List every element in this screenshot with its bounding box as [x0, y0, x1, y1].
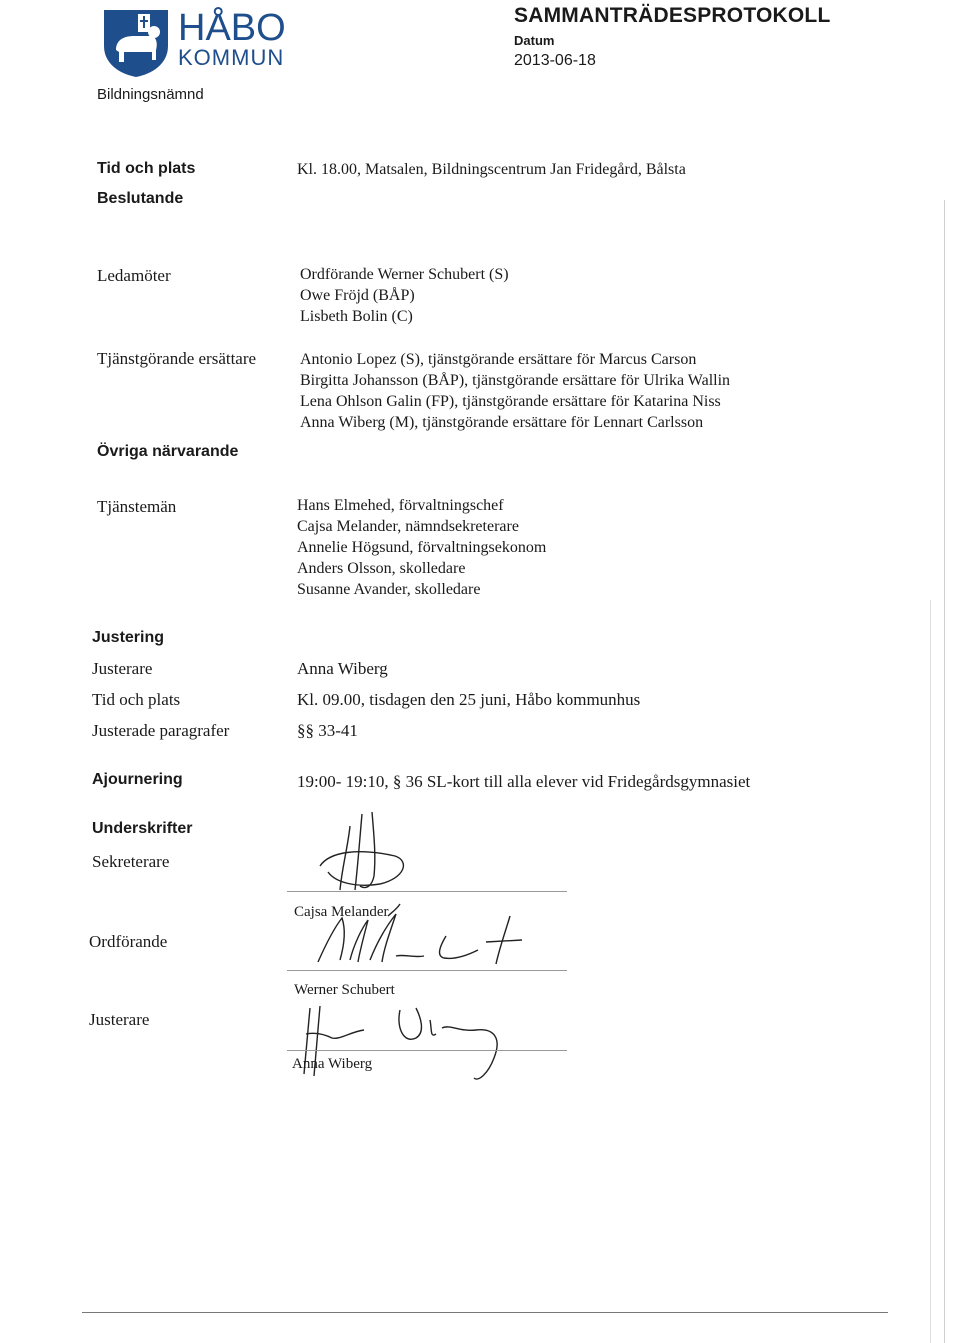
members-list	[300, 264, 509, 327]
time-place-label: Tid och plats	[97, 160, 196, 177]
officials-list	[297, 495, 546, 600]
logo-text-kommun: KOMMUN	[178, 45, 285, 70]
adjuster-name: Anna Wiberg	[292, 1056, 373, 1072]
member-item: Lisbeth Bolin (C)	[300, 308, 413, 325]
signatures-heading: Underskrifter	[92, 820, 193, 837]
chair-signature-line	[287, 970, 567, 971]
official-item: Annelie Högsund, förvaltningsekonom	[297, 539, 547, 556]
adjournment-label: Ajournering	[92, 771, 183, 788]
footer-rule	[82, 1312, 888, 1313]
member-item: Ordförande Werner Schubert (S)	[300, 266, 509, 283]
adjusted-paragraphs-label: Justerade paragrafer	[92, 721, 230, 740]
page-edge-line	[944, 200, 945, 1343]
department-name: Bildningsnämnd	[97, 86, 204, 103]
chair-signature	[300, 900, 540, 970]
adjournment-value: 19:00- 19:10, § 36 SL-kort till alla elever vid Fridegårdsgymnasiet	[297, 772, 751, 791]
page-edge-line	[930, 600, 931, 1343]
adjustment-time-place-value: Kl. 09.00, tisdagen den 25 juni, Håbo kommunhus	[297, 690, 641, 709]
substitute-item: Birgitta Johansson (BÅP), tjänstgörande ersättare för Ulrika Wallin	[300, 372, 731, 389]
adjuster-signature-label: Justerare	[89, 1010, 150, 1029]
date-value: 2013-06-18	[514, 52, 596, 69]
substitute-item: Antonio Lopez (S), tjänstgörande ersättare för Marcus Carson	[300, 351, 697, 368]
secretary-name: Cajsa Melander	[294, 904, 389, 920]
chair-name: Werner Schubert	[294, 982, 395, 998]
officials-label: Tjänstemän	[97, 497, 177, 516]
adjustment-heading: Justering	[92, 629, 165, 646]
member-item: Owe Fröjd (BÅP)	[300, 287, 415, 304]
secretary-signature	[300, 806, 460, 892]
official-item: Susanne Avander, skolledare	[297, 581, 481, 598]
adjusted-paragraphs-value: §§ 33-41	[297, 721, 358, 740]
official-item: Anders Olsson, skolledare	[297, 560, 466, 577]
official-item: Hans Elmehed, förvaltningschef	[297, 497, 504, 514]
substitutes-list	[300, 349, 730, 433]
official-item: Cajsa Melander, nämndsekreterare	[297, 518, 519, 535]
others-present-label: Övriga närvarande	[97, 443, 239, 460]
secretary-label: Sekreterare	[92, 852, 170, 871]
date-label: Datum	[514, 33, 555, 48]
secretary-signature-line	[287, 891, 567, 892]
decision-label: Beslutande	[97, 190, 184, 207]
adjustment-time-place-label: Tid och plats	[92, 690, 181, 709]
substitutes-label: Tjänstgörande ersättare	[97, 349, 257, 368]
adjuster-value: Anna Wiberg	[297, 659, 388, 678]
substitute-item: Anna Wiberg (M), tjänstgörande ersättare för Lennart Carlsson	[300, 414, 704, 431]
chair-label: Ordförande	[89, 932, 168, 951]
adjuster-label: Justerare	[92, 659, 153, 678]
coat-of-arms-icon	[100, 6, 172, 78]
logo-text-habo: HÅBO	[178, 7, 286, 49]
time-place-value: Kl. 18.00, Matsalen, Bildningscentrum Jan Fridegård, Bålsta	[297, 161, 686, 178]
document-title: SAMMANTRÄDESPROTOKOLL	[514, 4, 831, 27]
municipality-logo	[100, 6, 172, 78]
adjuster-signature-line	[287, 1050, 567, 1051]
substitute-item: Lena Ohlson Galin (FP), tjänstgörande ersättare för Katarina Niss	[300, 393, 721, 410]
members-label: Ledamöter	[97, 266, 171, 285]
